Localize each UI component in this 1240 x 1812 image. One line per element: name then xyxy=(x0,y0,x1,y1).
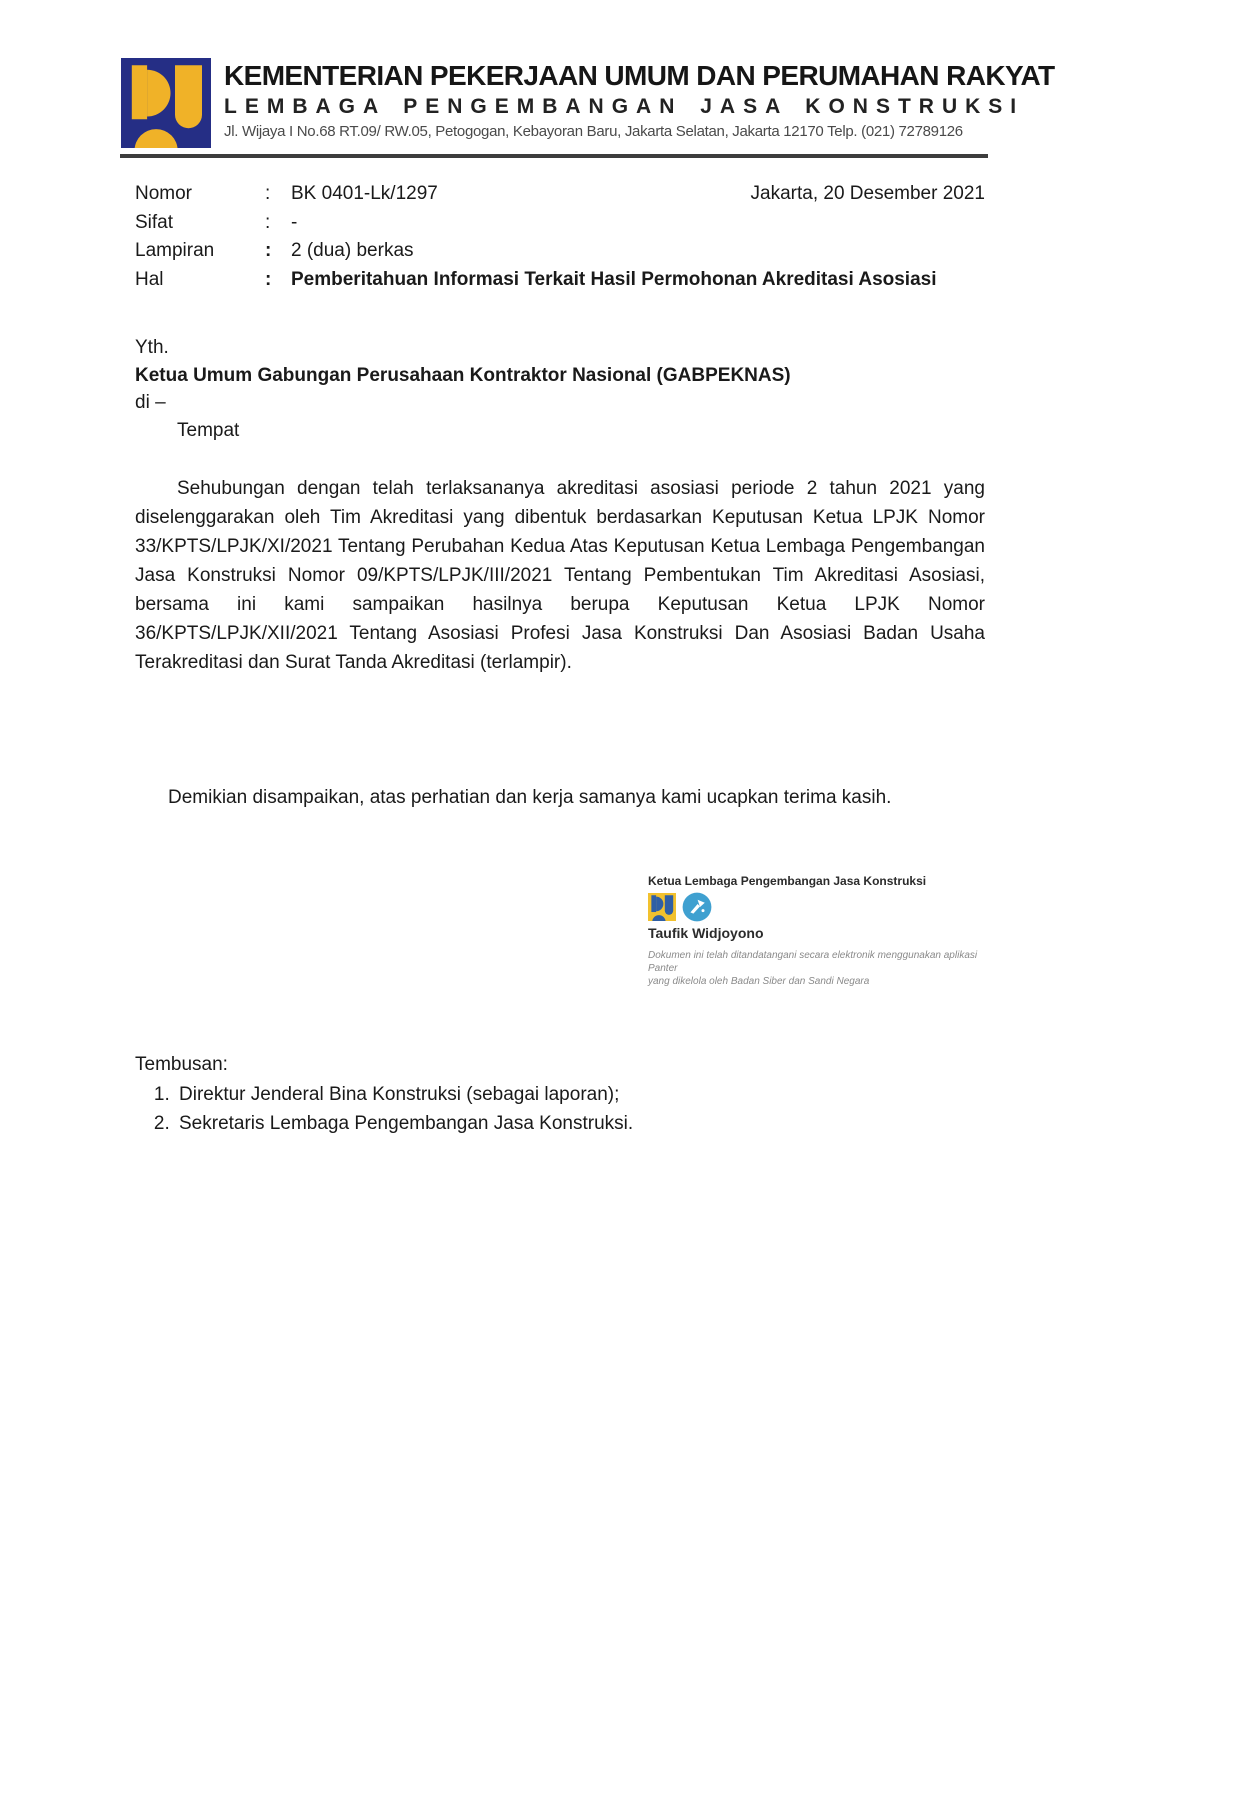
agency-address: Jl. Wijaya I No.68 RT.09/ RW.05, Petogogan, Kebayoran Baru, Jakarta Selatan, Jakarta 12170 Telp. (021) 72789126 xyxy=(224,123,963,140)
letterhead-text xyxy=(224,58,1055,140)
meta-label: Sifat xyxy=(135,211,174,233)
pu-ministry-logo-icon xyxy=(120,58,212,148)
meta-value: - xyxy=(291,211,298,233)
recipient-place: Tempat xyxy=(177,419,240,441)
ministry-name: KEMENTERIAN PEKERJAAN UMUM DAN PERUMAHAN RAKYAT xyxy=(224,60,1055,91)
esign-disclaimer-line1: Dokumen ini telah ditandatangani secara elektronik menggunakan aplikasi Panter xyxy=(648,950,978,974)
recipient-di: di – xyxy=(135,392,166,413)
pu-mini-logo-icon xyxy=(648,893,676,921)
meta-label: Nomor xyxy=(135,183,193,204)
signature-logos xyxy=(648,892,988,922)
tembusan-title: Tembusan: xyxy=(135,1054,228,1075)
meta-colon: : xyxy=(265,240,272,261)
letterhead xyxy=(120,58,1055,148)
letter-meta xyxy=(135,180,985,294)
letter-body-column xyxy=(135,180,985,1139)
city-date: Jakarta, 20 Desember 2021 xyxy=(750,183,985,204)
meta-colon: : xyxy=(265,211,271,233)
tembusan-item: 1. Direktur Jenderal Bina Konstruksi (sebagai laporan); xyxy=(175,1080,985,1110)
signature-block xyxy=(648,874,988,988)
meta-row-lampiran xyxy=(135,237,985,266)
closing-paragraph: Demikian disampaikan, atas perhatian dan kerja samanya kami ucapkan terima kasih. xyxy=(168,787,892,808)
meta-value-subject: Pemberitahuan Informasi Terkait Hasil Permohonan Akreditasi Asosiasi xyxy=(291,268,937,290)
esign-panter-icon xyxy=(682,892,712,922)
meta-colon: : xyxy=(265,183,271,204)
esign-disclaimer-line2: yang dikelola oleh Badan Siber dan Sandi Negara xyxy=(648,976,870,987)
tembusan-item: 2. Sekretaris Lembaga Pengembangan Jasa Konstruksi. xyxy=(175,1109,985,1139)
body-paragraph: Sehubungan dengan telah terlaksananya akreditasi asosiasi periode 2 tahun 2021 yang diselenggarakan oleh Tim Akreditasi yang dibentuk berdasarkan Keputusan Ketua LPJK Nomor 33/KPTS/LPJK/XI/2021 Tentang Perubahan Kedua Atas Keputusan Ketua Lembaga Pengembangan Jasa Konstruksi Nomor 09/KPTS/LPJK/III/2021 Tentang Pembentukan Tim Akreditasi Asosiasi, bersama ini kami sampaikan hasilnya berupa Keputusan Ketua LPJK Nomor 36/KPTS/LPJK/XII/2021 Tentang Asosiasi Profesi Jasa Konstruksi Dan Asosiasi Badan Usaha Terakreditasi dan Surat Tanda Akreditasi (terlampir). xyxy=(135,478,985,673)
signer-title: Ketua Lembaga Pengembangan Jasa Konstruksi xyxy=(648,874,927,888)
recipient-salutation: Yth. xyxy=(135,337,169,358)
signer-name: Taufik Widjoyono xyxy=(648,925,764,941)
esign-disclaimer xyxy=(648,949,988,988)
meta-colon: : xyxy=(265,268,272,290)
recipient-name: Ketua Umum Gabungan Perusahaan Kontraktor Nasional (GABPEKNAS) xyxy=(135,364,791,386)
letterhead-divider xyxy=(120,154,988,158)
tembusan-list xyxy=(135,1080,985,1139)
meta-row-sifat xyxy=(135,209,985,238)
meta-row-hal xyxy=(135,266,985,295)
meta-label: Hal xyxy=(135,268,164,290)
meta-value: 2 (dua) berkas xyxy=(291,240,414,261)
recipient-block xyxy=(135,334,985,444)
meta-value: BK 0401-Lk/1297 xyxy=(291,183,438,204)
agency-name: LEMBAGA PENGEMBANGAN JASA KONSTRUKSI xyxy=(224,95,1025,118)
tembusan-block xyxy=(135,1050,985,1139)
meta-label: Lampiran xyxy=(135,240,215,261)
